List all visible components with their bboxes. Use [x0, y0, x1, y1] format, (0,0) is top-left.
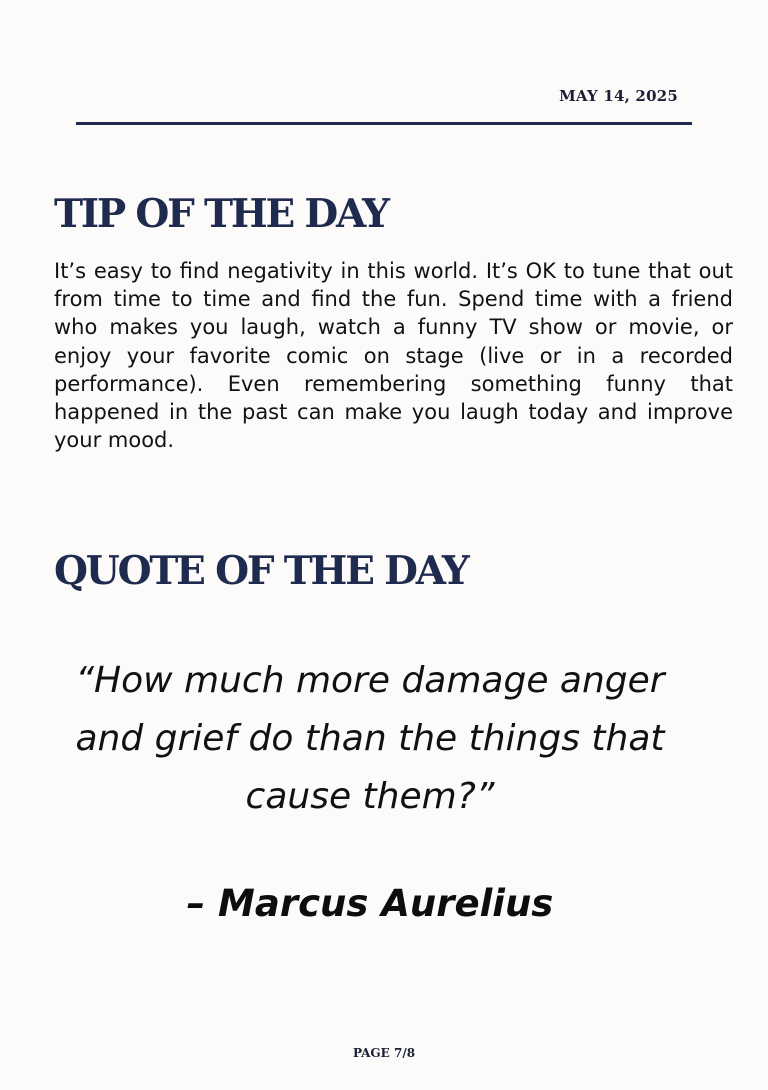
header-divider — [76, 122, 692, 125]
date-label: MAY 14, 2025 — [559, 87, 678, 105]
quote-text: “How much more damage anger and grief do than the things that cause them?” — [75, 660, 665, 817]
quote-author: – Marcus Aurelius — [186, 882, 554, 925]
page-number: PAGE 7/8 — [352, 1046, 416, 1060]
quote-heading: QUOTE OF THE DAY — [54, 548, 468, 594]
tip-body: It’s easy to find negativity in this world. It’s OK to tune that out from time to time and find the fun. Spend time with a friend who makes you laugh, watch a funny TV show or movie, or enjoy your favorite comic on stage (live or in a recorded performance). Even remembering something funny that happened in the past can make you laugh today and improve your mood. — [54, 259, 733, 453]
tip-heading: TIP OF THE DAY — [54, 191, 388, 237]
